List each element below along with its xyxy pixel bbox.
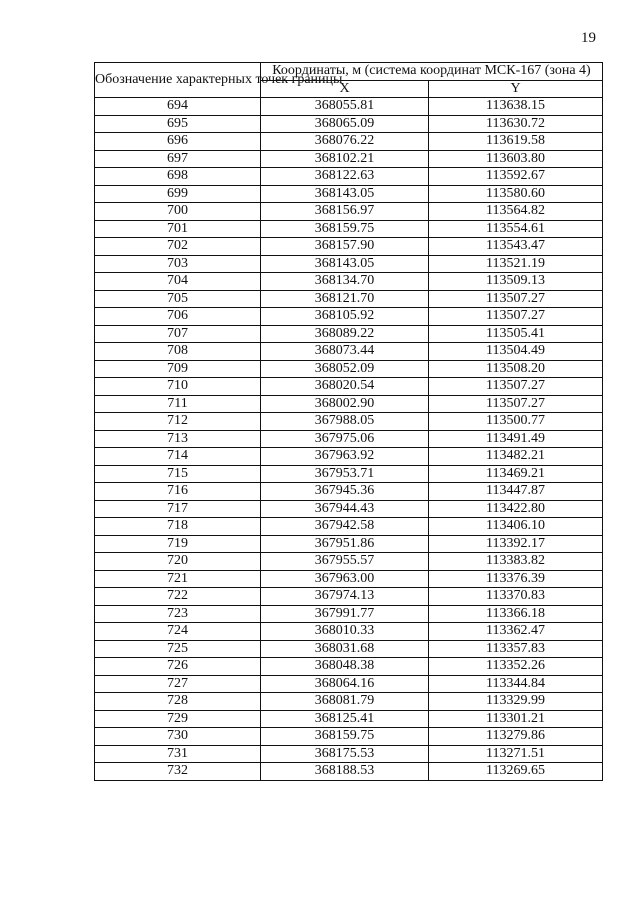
x-cell: 368125.41 [261,710,429,728]
y-cell: 113505.41 [429,325,603,343]
x-cell: 368143.05 [261,255,429,273]
table-row [95,255,603,273]
point-column-header: Обозначение характерных точек границы [95,63,261,98]
y-cell: 113392.17 [429,535,603,553]
x-cell: 368156.97 [261,203,429,221]
point-cell: 711 [95,395,261,413]
y-cell: 113507.27 [429,395,603,413]
x-cell: 368159.75 [261,728,429,746]
y-cell: 113422.80 [429,500,603,518]
y-cell: 113592.67 [429,168,603,186]
y-cell: 113469.21 [429,465,603,483]
x-cell: 367988.05 [261,413,429,431]
x-cell: 368055.81 [261,98,429,116]
y-cell: 113279.86 [429,728,603,746]
x-column-header: X [261,80,429,98]
point-cell: 732 [95,763,261,781]
x-cell: 368076.22 [261,133,429,151]
y-cell: 113406.10 [429,518,603,536]
point-cell: 703 [95,255,261,273]
x-cell: 368073.44 [261,343,429,361]
y-cell: 113491.49 [429,430,603,448]
x-cell: 367963.92 [261,448,429,466]
table-row [95,115,603,133]
x-cell: 368065.09 [261,115,429,133]
x-cell: 367991.77 [261,605,429,623]
table-row [95,658,603,676]
x-cell: 368143.05 [261,185,429,203]
table-row [95,763,603,781]
table-row [95,710,603,728]
y-cell: 113564.82 [429,203,603,221]
point-cell: 697 [95,150,261,168]
x-cell: 368159.75 [261,220,429,238]
point-cell: 725 [95,640,261,658]
y-cell: 113638.15 [429,98,603,116]
y-cell: 113383.82 [429,553,603,571]
point-cell: 728 [95,693,261,711]
point-cell: 730 [95,728,261,746]
x-cell: 367953.71 [261,465,429,483]
point-cell: 706 [95,308,261,326]
x-cell: 368134.70 [261,273,429,291]
table-row [95,413,603,431]
table-row [95,535,603,553]
coordinates-table [94,62,603,781]
table-row [95,448,603,466]
table-row [95,168,603,186]
table-row [95,273,603,291]
x-cell: 367945.36 [261,483,429,501]
table-row [95,483,603,501]
point-cell: 717 [95,500,261,518]
y-cell: 113508.20 [429,360,603,378]
x-cell: 367963.00 [261,570,429,588]
coordinates-group-header: Координаты, м (система координат МСК-167 (зона 4) [261,63,603,81]
table-row [95,553,603,571]
point-cell: 718 [95,518,261,536]
table-row [95,728,603,746]
x-cell: 367944.43 [261,500,429,518]
y-cell: 113603.80 [429,150,603,168]
y-cell: 113344.84 [429,675,603,693]
x-cell: 368105.92 [261,308,429,326]
x-cell: 367951.86 [261,535,429,553]
table-row [95,500,603,518]
y-cell: 113376.39 [429,570,603,588]
x-cell: 368002.90 [261,395,429,413]
table-row [95,570,603,588]
x-cell: 368064.16 [261,675,429,693]
y-cell: 113630.72 [429,115,603,133]
x-cell: 368048.38 [261,658,429,676]
x-cell: 368102.21 [261,150,429,168]
point-cell: 709 [95,360,261,378]
y-cell: 113507.27 [429,308,603,326]
point-cell: 719 [95,535,261,553]
point-cell: 700 [95,203,261,221]
y-cell: 113366.18 [429,605,603,623]
y-cell: 113507.27 [429,378,603,396]
x-cell: 368157.90 [261,238,429,256]
x-cell: 368175.53 [261,745,429,763]
x-cell: 367975.06 [261,430,429,448]
x-cell: 368010.33 [261,623,429,641]
point-cell: 705 [95,290,261,308]
point-cell: 729 [95,710,261,728]
table-row [95,150,603,168]
table-row [95,325,603,343]
table-row [95,203,603,221]
point-cell: 710 [95,378,261,396]
point-cell: 708 [95,343,261,361]
x-cell: 368031.68 [261,640,429,658]
y-cell: 113362.47 [429,623,603,641]
table-row [95,360,603,378]
point-cell: 712 [95,413,261,431]
table-row [95,693,603,711]
point-cell: 723 [95,605,261,623]
table-row [95,623,603,641]
table-row [95,343,603,361]
y-cell: 113507.27 [429,290,603,308]
table-row [95,640,603,658]
point-cell: 702 [95,238,261,256]
point-cell: 720 [95,553,261,571]
y-cell: 113500.77 [429,413,603,431]
table-row [95,308,603,326]
y-cell: 113554.61 [429,220,603,238]
point-cell: 696 [95,133,261,151]
y-cell: 113329.99 [429,693,603,711]
table-row [95,290,603,308]
x-cell: 368020.54 [261,378,429,396]
point-cell: 707 [95,325,261,343]
x-cell: 368188.53 [261,763,429,781]
table-row [95,395,603,413]
table-row [95,518,603,536]
point-cell: 715 [95,465,261,483]
table-row [95,588,603,606]
point-cell: 727 [95,675,261,693]
point-cell: 716 [95,483,261,501]
y-cell: 113543.47 [429,238,603,256]
y-cell: 113269.65 [429,763,603,781]
point-cell: 721 [95,570,261,588]
table-row [95,133,603,151]
x-cell: 367942.58 [261,518,429,536]
point-cell: 724 [95,623,261,641]
table-row [95,378,603,396]
table-row [95,185,603,203]
point-cell: 701 [95,220,261,238]
table-row [95,675,603,693]
x-cell: 367955.57 [261,553,429,571]
page-number: 19 [581,30,596,46]
x-cell: 368081.79 [261,693,429,711]
table-row [95,745,603,763]
y-cell: 113352.26 [429,658,603,676]
x-cell: 368052.09 [261,360,429,378]
y-cell: 113619.58 [429,133,603,151]
point-cell: 704 [95,273,261,291]
point-cell: 731 [95,745,261,763]
y-cell: 113357.83 [429,640,603,658]
x-cell: 368121.70 [261,290,429,308]
point-cell: 699 [95,185,261,203]
point-cell: 694 [95,98,261,116]
y-cell: 113504.49 [429,343,603,361]
table-row [95,220,603,238]
table-row [95,430,603,448]
x-cell: 368122.63 [261,168,429,186]
y-cell: 113447.87 [429,483,603,501]
y-cell: 113509.13 [429,273,603,291]
y-cell: 113482.21 [429,448,603,466]
y-cell: 113271.51 [429,745,603,763]
table-row [95,238,603,256]
point-cell: 713 [95,430,261,448]
table-row [95,605,603,623]
x-cell: 368089.22 [261,325,429,343]
point-cell: 695 [95,115,261,133]
table-body [95,98,603,781]
x-cell: 367974.13 [261,588,429,606]
y-cell: 113521.19 [429,255,603,273]
point-cell: 726 [95,658,261,676]
point-cell: 722 [95,588,261,606]
table-row [95,98,603,116]
y-cell: 113301.21 [429,710,603,728]
y-cell: 113580.60 [429,185,603,203]
point-cell: 714 [95,448,261,466]
y-cell: 113370.83 [429,588,603,606]
table-row [95,465,603,483]
point-cell: 698 [95,168,261,186]
y-column-header: Y [429,80,603,98]
